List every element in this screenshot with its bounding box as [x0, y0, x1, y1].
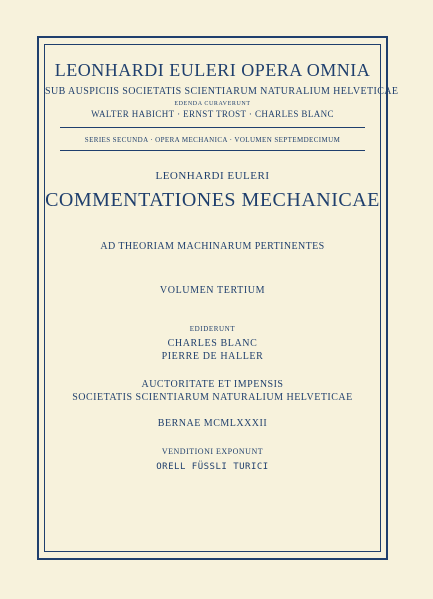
venditioni-caption: VENDITIONI EXPONUNT — [161, 447, 264, 456]
inner-border-frame — [44, 44, 399, 552]
work-author: LEONHARDI EULERI — [155, 170, 270, 182]
volume-editor-2: PIERRE DE HALLER — [161, 351, 264, 362]
place-and-year: BERNAE MCMLXXXII — [157, 418, 268, 429]
volume-label: VOLUMEN TERTIUM — [159, 285, 266, 296]
volume-editor-1: CHARLES BLANC — [167, 338, 258, 349]
series-subtitle: SUB AUSPICIIS SOCIETATIS SCIENTIARUM NATURALIUM HELVETICAE — [45, 86, 399, 97]
outer-border-frame — [37, 36, 399, 560]
authority-line-2: SOCIETATIS SCIENTIARUM NATURALIUM HELVETICAE — [72, 392, 353, 403]
work-subtitle: AD THEORIAM MACHINARUM PERTINENTES — [100, 241, 325, 252]
series-title: LEONHARDI EULERI OPERA OMNIA — [54, 60, 371, 80]
editors-caption: EDENDA CURAVERUNT — [174, 101, 251, 107]
ediderunt-caption: EDIDERUNT — [189, 325, 236, 333]
divider-rule-top — [60, 127, 365, 128]
work-title: COMMENTATIONES MECHANICAE — [45, 189, 380, 211]
series-designation: SERIES SECUNDA · OPERA MECHANICA · VOLUMEN SEPTEMDECIMUM — [84, 136, 341, 144]
divider-rule-bottom — [60, 150, 365, 151]
authority-line-1: AUCTORITATE ET IMPENSIS — [141, 379, 284, 390]
publisher-name: ORELL FÜSSLI TURICI — [156, 462, 269, 472]
series-editors: WALTER HABICHT · ERNST TROST · CHARLES BLANC — [91, 109, 334, 119]
